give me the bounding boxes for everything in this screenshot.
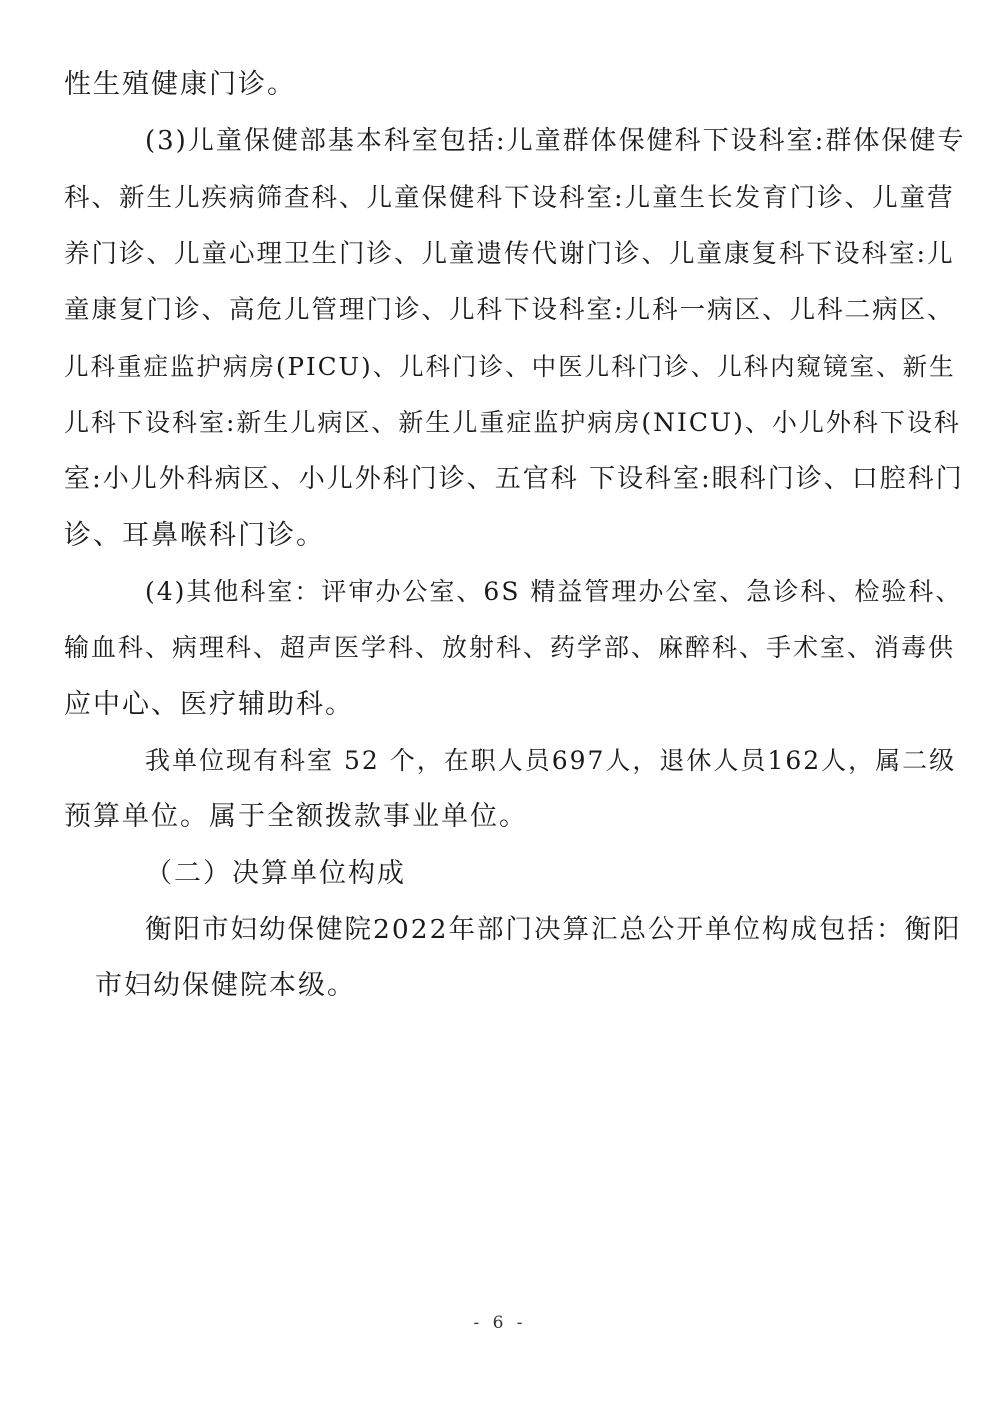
text-line-6: 儿科重症监护病房(PICU)、儿科门诊、中医儿科门诊、儿科内窥镜室、新生	[64, 352, 956, 381]
text-line-11: 输血科、病理科、超声医学科、放射科、药学部、麻醉科、手术室、消毒供	[64, 633, 956, 662]
text-line-9: 诊、耳鼻喉科门诊。	[64, 520, 325, 551]
text-line-3: 科、新生儿疾病筛查科、儿童保健科下设科室:儿童生长发育门诊、儿童营	[64, 183, 955, 213]
section-heading: （二）决算单位构成	[145, 858, 406, 889]
text-line-16: 衡阳市妇幼保健院2022年部门决算汇总公开单位构成包括：衡阳	[145, 914, 962, 945]
text-line-5: 童康复门诊、高危儿管理门诊、儿科下设科室:儿科一病区、儿科二病区、	[64, 295, 955, 325]
text-line-17: 市妇幼保健院本级。	[95, 970, 356, 1001]
text-line-10: (4)其他科室：评审办公室、6S 精益管理办公室、急诊科、检验科、	[145, 577, 963, 606]
text-line-4: 养门诊、儿童心理卫生门诊、儿童遗传代谢门诊、儿童康复科下设科室:儿	[64, 239, 955, 269]
page-number: - 6 -	[473, 1313, 527, 1333]
text-line-14: 预算单位。属于全额拨款事业单位。	[64, 801, 528, 832]
text-line-7: 儿科下设科室:新生儿病区、新生儿重症监护病房(NICU)、小儿外科下设科	[64, 408, 961, 437]
text-line-1: 性生殖健康门诊。	[64, 69, 296, 100]
text-line-2: (3)儿童保健部基本科室包括:儿童群体保健科下设科室:群体保健专	[145, 126, 966, 156]
text-line-8: 室:小儿外科病区、小儿外科门诊、五官科 下设科室:眼科门诊、口腔科门	[64, 464, 964, 494]
text-line-12: 应中心、医疗辅助科。	[64, 689, 354, 720]
text-line-13: 我单位现有科室 52 个，在职人员697人，退休人员162人，属二级	[145, 746, 957, 775]
